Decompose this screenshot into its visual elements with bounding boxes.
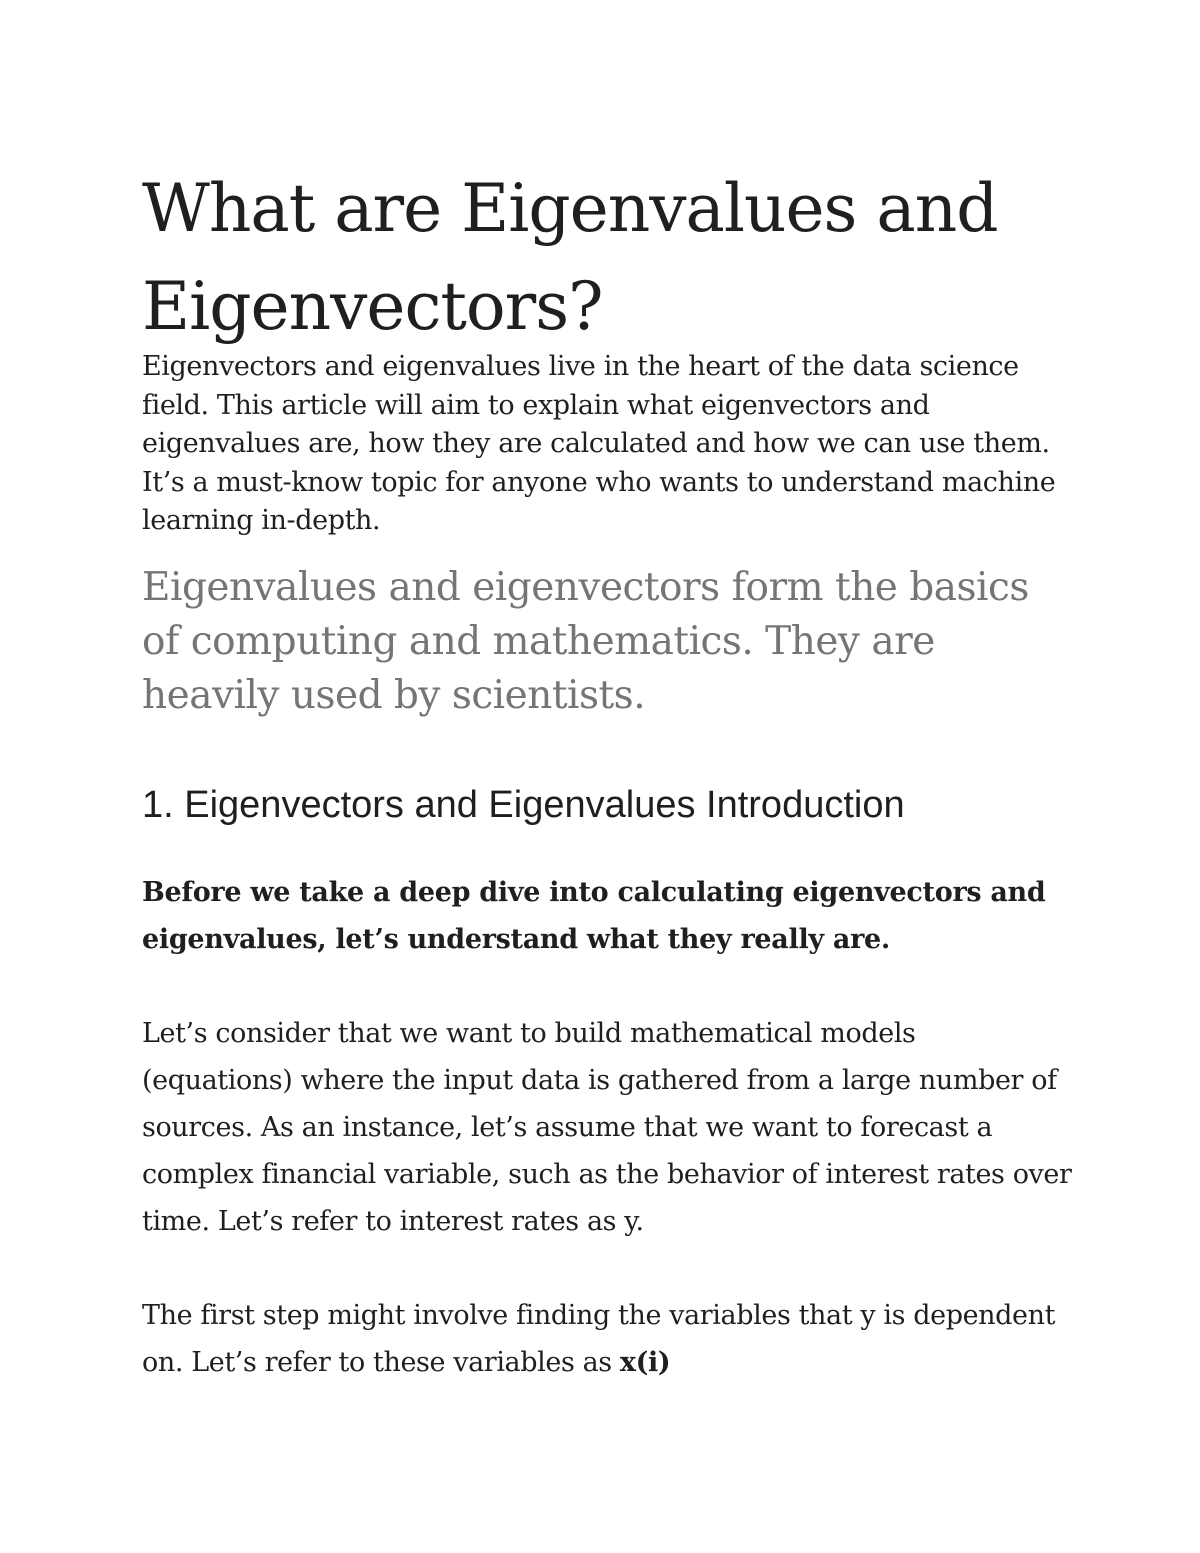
body-paragraph-2 bbox=[142, 1292, 1072, 1386]
lead-paragraph: Before we take a deep dive into calculating eigenvectors and eigenvalues, let’s understand what they really are. bbox=[142, 876, 1046, 955]
body-paragraph-2-text: The first step might involve finding the variables that y is dependent on. Let’s refer to these variables as bbox=[142, 1299, 1056, 1378]
section-heading: 1. Eigenvectors and Eigenvalues Introduction bbox=[142, 783, 905, 826]
intro-paragraph: Eigenvectors and eigenvalues live in the heart of the data science field. This article will aim to explain what eigenvectors and eigenvalues are, how they are calculated and how we can use them. It’s a must-know topic for anyone who wants to understand machine learning in-depth. bbox=[142, 351, 1056, 536]
variable-x-i: x(i) bbox=[619, 1346, 671, 1378]
body-paragraph-1: Let’s consider that we want to build mathematical models (equations) where the input data is gathered from a large number of sources. As an instance, let’s assume that we want to forecast a complex financial variable, such as the behavior of interest rates over time. Let’s refer to interest rates as y. bbox=[142, 1017, 1072, 1237]
document-title: What are Eigenvalues and Eigenvectors? bbox=[142, 170, 998, 345]
subtitle-paragraph: Eigenvalues and eigenvectors form the basics of computing and mathematics. They are heavily used by scientists. bbox=[142, 564, 1029, 718]
document-content bbox=[142, 160, 1072, 1386]
